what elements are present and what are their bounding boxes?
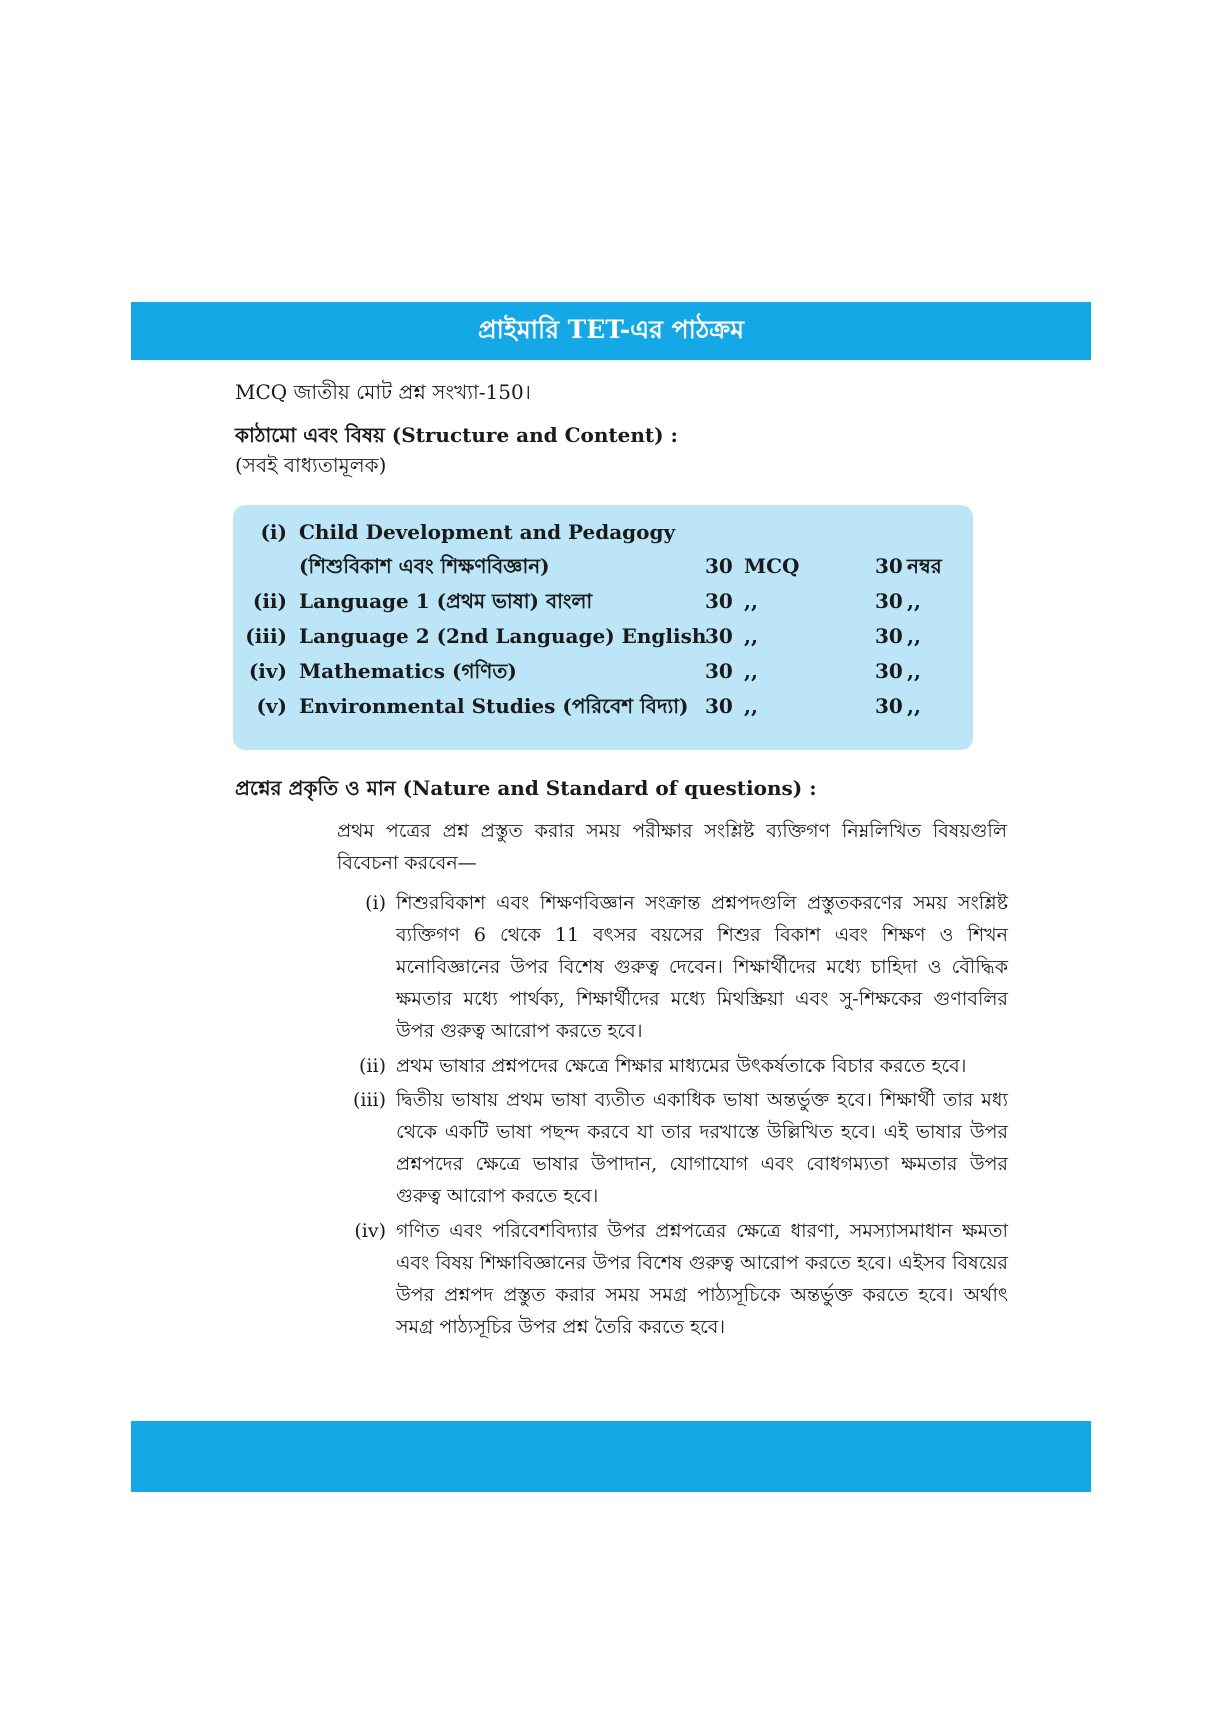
question-count: 30: [705, 589, 733, 613]
question-unit: ,,: [744, 624, 758, 648]
question-count: 30: [705, 694, 733, 718]
subject-title: Language 2 (2nd Language) English: [299, 624, 707, 648]
nature-lead-paragraph: প্রথম পত্রের প্রশ্ন প্রস্তুত করার সময় পরীক্ষার সংশ্লিষ্ট ব্যক্তিগণ নিম্নলিখিত বিষয়গুলি বিবেচনা করবেন—: [337, 820, 1007, 874]
subject-number: (v): [256, 694, 287, 718]
footer-band: [131, 1421, 1091, 1492]
subject-title: Language 1 (প্রথম ভাষা) বাংলা: [299, 589, 593, 613]
marks-count: 30: [875, 694, 903, 718]
marks-count: 30: [875, 589, 903, 613]
subject-title: Mathematics (গণিত): [299, 659, 517, 683]
subject-number: (ii): [252, 589, 287, 613]
marks-count: 30: [875, 624, 903, 648]
question-unit: ,,: [744, 589, 758, 613]
subject-number: (iv): [248, 659, 287, 683]
subject-row: [233, 549, 973, 583]
subject-title-line1: Child Development and Pedagogy: [299, 520, 676, 544]
mcq-total-text: MCQ জাতীয় মোট প্রশ্ন সংখ্যা-150।: [235, 380, 531, 404]
question-unit: ,,: [744, 659, 758, 683]
marks-unit: ,,: [907, 659, 921, 683]
subjects-panel: [233, 505, 973, 750]
page-title: প্রাইমারি TET-এর পাঠক্রম: [478, 314, 744, 344]
marks-unit: ,,: [907, 589, 921, 613]
item-number: (i): [365, 892, 386, 914]
marks-unit: ,,: [907, 694, 921, 718]
subject-number: (iii): [245, 624, 287, 648]
compulsory-note: (সবই বাধ্যতামূলক): [235, 453, 387, 477]
item-text: গণিত এবং পরিবেশবিদ্যার উপর প্রশ্নপত্রের ক্ষেত্রে ধারণা, সমস্যাসমাধান ক্ষমতা এবং বিষয় শিক্ষাবিজ্ঞানের উপর বিশেষ গুরুত্ব আরোপ করতে হবে। এইসব বিষয়ের উপর প্রশ্নপদ প্রস্তুত করার সময় সমগ্র পাঠ্যসূচিকে অন্তর্ভুক্ত করতে হবে। অর্থাৎ সমগ্র পাঠ্যসূচির উপর প্রশ্ন তৈরি করতে হবে।: [396, 1220, 1008, 1338]
subject-title: (শিশুবিকাশ এবং শিক্ষণবিজ্ঞান): [299, 554, 550, 578]
subject-row: [233, 689, 973, 723]
item-text: শিশুরবিকাশ এবং শিক্ষণবিজ্ঞান সংক্রান্ত প্রশ্নপদগুলি প্রস্তুতকরণের সময় সংশ্লিষ্ট ব্যক্তিগণ 6 থেকে 11 বৎসর বয়সের শিশুর বিকাশ এবং শিক্ষণ ও শিখন মনোবিজ্ঞানের উপর বিশেষ গুরুত্ব দেবেন। শিক্ষার্থীদের মধ্যে চাহিদা ও বৌদ্ধিক ক্ষমতার মধ্যে পার্থক্য, শিক্ষার্থীদের মধ্যে মিথস্ক্রিয়া এবং সু-শিক্ষকের গুণাবলির উপর গুরুত্ব আরোপ করতে হবে।: [396, 892, 1008, 1042]
marks-unit: নম্বর: [907, 554, 942, 578]
subject-row: [233, 619, 973, 653]
header-band: [131, 302, 1091, 360]
marks-unit: ,,: [907, 624, 921, 648]
question-unit: MCQ: [744, 554, 800, 578]
question-unit: ,,: [744, 694, 758, 718]
question-count: 30: [705, 554, 733, 578]
structure-heading: কাঠামো এবং বিষয় (Structure and Content) :: [235, 423, 678, 447]
subject-number: (i): [260, 520, 287, 544]
nature-heading: প্রশ্নের প্রকৃতি ও মান (Nature and Standard of questions) :: [235, 776, 817, 800]
marks-count: 30: [875, 554, 903, 578]
item-number: (iv): [354, 1220, 386, 1242]
subject-title: Environmental Studies (পরিবেশ বিদ্যা): [299, 694, 689, 718]
item-text: দ্বিতীয় ভাষায় প্রথম ভাষা ব্যতীত একাধিক ভাষা অন্তর্ভুক্ত হবে। শিক্ষার্থী তার মধ্য থেকে একটি ভাষা পছন্দ করবে যা তার দরখাস্তে উল্লিখিত হবে। এই ভাষার উপর প্রশ্নপদের ক্ষেত্রে ভাষার উপাদান, যোগাযোগ এবং বোধগম্যতা ক্ষমতার উপর গুরুত্ব আরোপ করতে হবে।: [396, 1089, 1008, 1207]
item-text: প্রথম ভাষার প্রশ্নপদের ক্ষেত্রে শিক্ষার মাধ্যমের উৎকর্ষতাকে বিচার করতে হবে।: [396, 1055, 967, 1077]
marks-count: 30: [875, 659, 903, 683]
item-number: (iii): [352, 1089, 386, 1111]
subject-row: [233, 654, 973, 688]
subject-row: [233, 515, 973, 549]
question-count: 30: [705, 624, 733, 648]
question-count: 30: [705, 659, 733, 683]
item-number: (ii): [359, 1055, 386, 1077]
subject-row: [233, 584, 973, 618]
